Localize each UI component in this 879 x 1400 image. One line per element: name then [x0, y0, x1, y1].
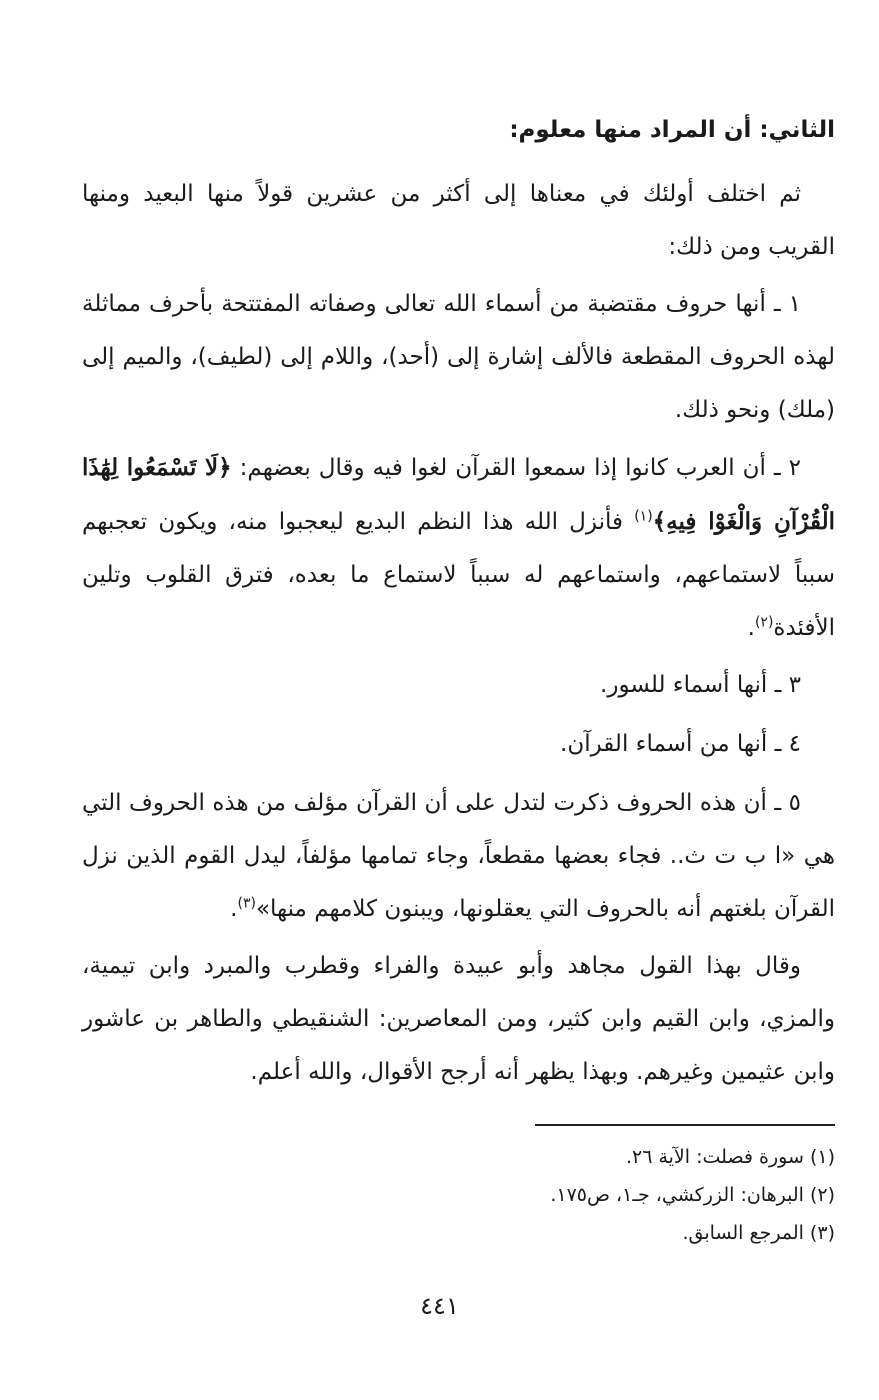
footnote-3: (٣) المرجع السابق. [682, 1222, 835, 1244]
footnote-divider [535, 1124, 835, 1126]
footnote-ref-3: (٣) [237, 895, 256, 912]
item-2 [82, 441, 835, 655]
item-3: ٣ ـ أنها أسماء للسور. [600, 672, 801, 698]
item-5-end: . [230, 896, 238, 922]
page-number: ٤٤١ [420, 1292, 459, 1320]
footnotes [82, 1138, 835, 1252]
intro-paragraph: ثم اختلف أولئك في معناها إلى أكثر من عشرين قولاً منها البعيد ومنها القريب ومن ذلك: [82, 181, 835, 260]
footnote-ref-1: (١) [634, 508, 653, 525]
footnote-ref-2: (٢) [754, 614, 774, 631]
item-1: ١ ـ أنها حروف مقتضبة من أسماء الله تعالى وصفاته المفتتحة بأحرف مماثلة لهذه الحروف المقطعة فالألف إشارة إلى (أحد)، واللام إلى (لطيف)، والميم إلى (ملك) ونحو ذلك. [82, 291, 835, 423]
item-2-end: . [747, 615, 755, 641]
section-heading: الثاني: أن المراد منها معلوم: [509, 117, 835, 143]
quran-verse: ﴿لَا تَسْمَعُوا لِهَٰذَا الْقُرْآنِ وَالْغَوْا فِيهِ﴾ [82, 454, 836, 535]
conclusion-paragraph: وقال بهذا القول مجاهد وأبو عبيدة والفراء وقطرب والمبرد وابن تيمية، والمزي، وابن القيم وابن كثير، ومن المعاصرين: الشنقيطي والطاهر بن عاشور وابن عثيمين وغيرهم. وبهذا يظهر أنه أرجح الأقوال، والله أعلم. [82, 953, 835, 1085]
item-5 [82, 777, 835, 936]
footnote-2: (٢) البرهان: الزركشي، جـ١، ص١٧٥. [550, 1184, 835, 1206]
item-4: ٤ ـ أنها من أسماء القرآن. [560, 731, 801, 757]
item-2-text-before: ٢ ـ أن العرب كانوا إذا سمعوا القرآن لغوا فيه وقال بعضهم: [239, 455, 801, 481]
item-2-text-after: فأنزل الله هذا النظم البديع ليعجبوا منه، ويكون تعجبهم سبباً لاستماعهم، واستماعهم له سبباً لاستماع ما بعده، فترق القلوب وتلين الأفئدة [82, 509, 835, 641]
item-5-text: ٥ ـ أن هذه الحروف ذكرت لتدل على أن القرآن مؤلف من هذه الحروف التي هي «ا ب ت ث.. فجاء بعضها مقطعاً، وجاء تمامها مؤلفاً، ليدل القوم الذين نزل القرآن بلغتهم أنه بالحروف التي يعقلونها، ويبنون كلامهم منها» [82, 790, 835, 922]
footnote-1: (١) سورة فصلت: الآية ٢٦. [625, 1146, 835, 1168]
